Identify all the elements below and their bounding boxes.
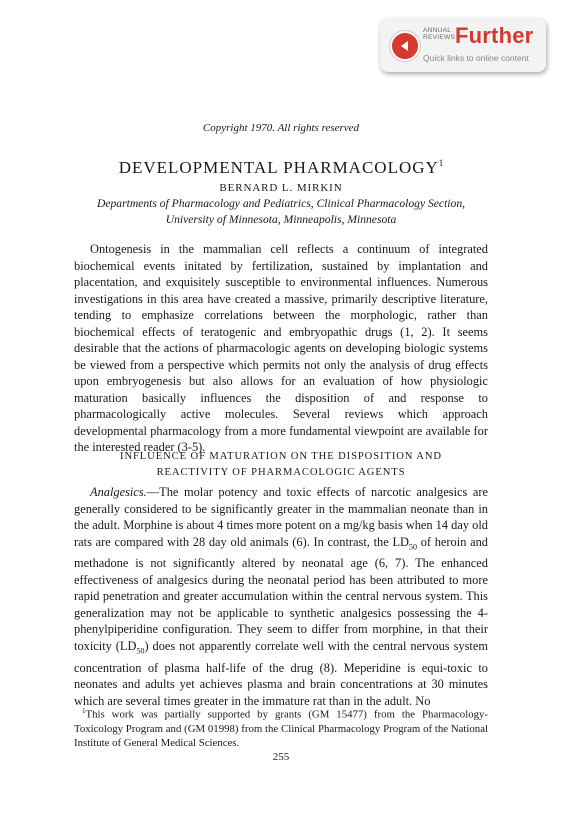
section-heading-line-1: INFLUENCE OF MATURATION ON THE DISPOSITION AND bbox=[120, 451, 442, 462]
copyright-line: Copyright 1970. All rights reserved bbox=[202, 122, 360, 134]
analgesics-section bbox=[74, 484, 488, 709]
analgesics-text: —The molar potency and toxic effects of narcotic analgesics are generally considered to be significantly greater in the mammalian neonate than in the adult. Morphine is about 4 times more potent on a mg/kg basis when 14 day old rats are compared with 28 day old animals (6). In contrast, the $LD_{50}$ of heroin and methadone is not significantly altered by neonatal age (6, 7). The enhanced effectiveness of analgesics during the neonatal period has been attributed to more rapid penetration and greater accumulation within the central nervous system. This generalization may not be applicable to synthetic analgesics possessing the 4-phenylpiperidine configuration. They seem to differ from morphine, in that their toxicity $(LD_{50})$ does not apparently correlate well with the central nervous system concentration of plasma half-life of the drug (8). Meperidine is equi-toxic to neonates and adults yet achieves plasma and brain concentrations at 30 minutes which are several times greater in the immature rat than in the adult. No bbox=[74, 485, 488, 708]
title-footnote-mark: 1 bbox=[438, 158, 444, 168]
affiliation bbox=[70, 196, 492, 228]
intro-paragraph: Ontogenesis in the mammalian cell reflects a continuum of integrated biochemical events initated by fertilization, sustained by implantation and placentation, and exquisitely susceptible to environmental influences. Numerous investigations in this area have created a massive, primarily descriptive literature, tending to emphasize correlations between the morphologic, rather than biochemical effects of teratogenic and embryopathic drugs (1, 2). It seems desirable that the actions of pharmacologic agents on developing biologic systems be viewed from a perspective which permits not only the analysis of drug effects upon embryogenesis but also allows for an evaluation of how physiologic maturation basically influences the disposition of and response to pharmacologically active molecules. Several reviews which approach developmental pharmacology from a more fundamental viewpoint are available for the interested reader (3-5). bbox=[74, 242, 488, 454]
further-badge[interactable] bbox=[380, 18, 546, 72]
title-text: DEVELOPMENTAL PHARMACOLOGY bbox=[118, 158, 439, 177]
analgesics-paragraph bbox=[74, 484, 488, 709]
page-number: 255 bbox=[272, 751, 290, 763]
analgesics-lead: Analgesics. bbox=[90, 485, 147, 499]
section-heading-line-2: REACTIVITY OF PHARMACOLOGIC AGENTS bbox=[156, 467, 406, 478]
section-heading bbox=[74, 449, 488, 481]
footnote bbox=[74, 704, 488, 750]
footnote-paragraph bbox=[74, 704, 488, 750]
article-title bbox=[74, 155, 488, 177]
back-arrow-icon bbox=[390, 31, 420, 61]
quick-links-text: Quick links to online content bbox=[423, 53, 529, 63]
footnote-mark: 1 bbox=[82, 707, 86, 715]
annual-reviews-logo: ANNUAL REVIEWS bbox=[423, 27, 456, 41]
further-label: Further bbox=[455, 23, 534, 48]
affiliation-line-2: University of Minnesota, Minneapolis, Minnesota bbox=[165, 213, 397, 226]
footnote-text: This work was partially supported by grants (GM 15477) from the Pharmacology-Toxicology Program and (GM 01998) from the Clinical Pharmacology Program of the National Institute of General Medical Sciences. bbox=[74, 708, 488, 749]
author-name: BERNARD L. MIRKIN bbox=[219, 182, 343, 194]
affiliation-line-1: Departments of Pharmacology and Pediatrics, Clinical Pharmacology Section, bbox=[96, 197, 466, 210]
intro-section bbox=[74, 241, 488, 456]
